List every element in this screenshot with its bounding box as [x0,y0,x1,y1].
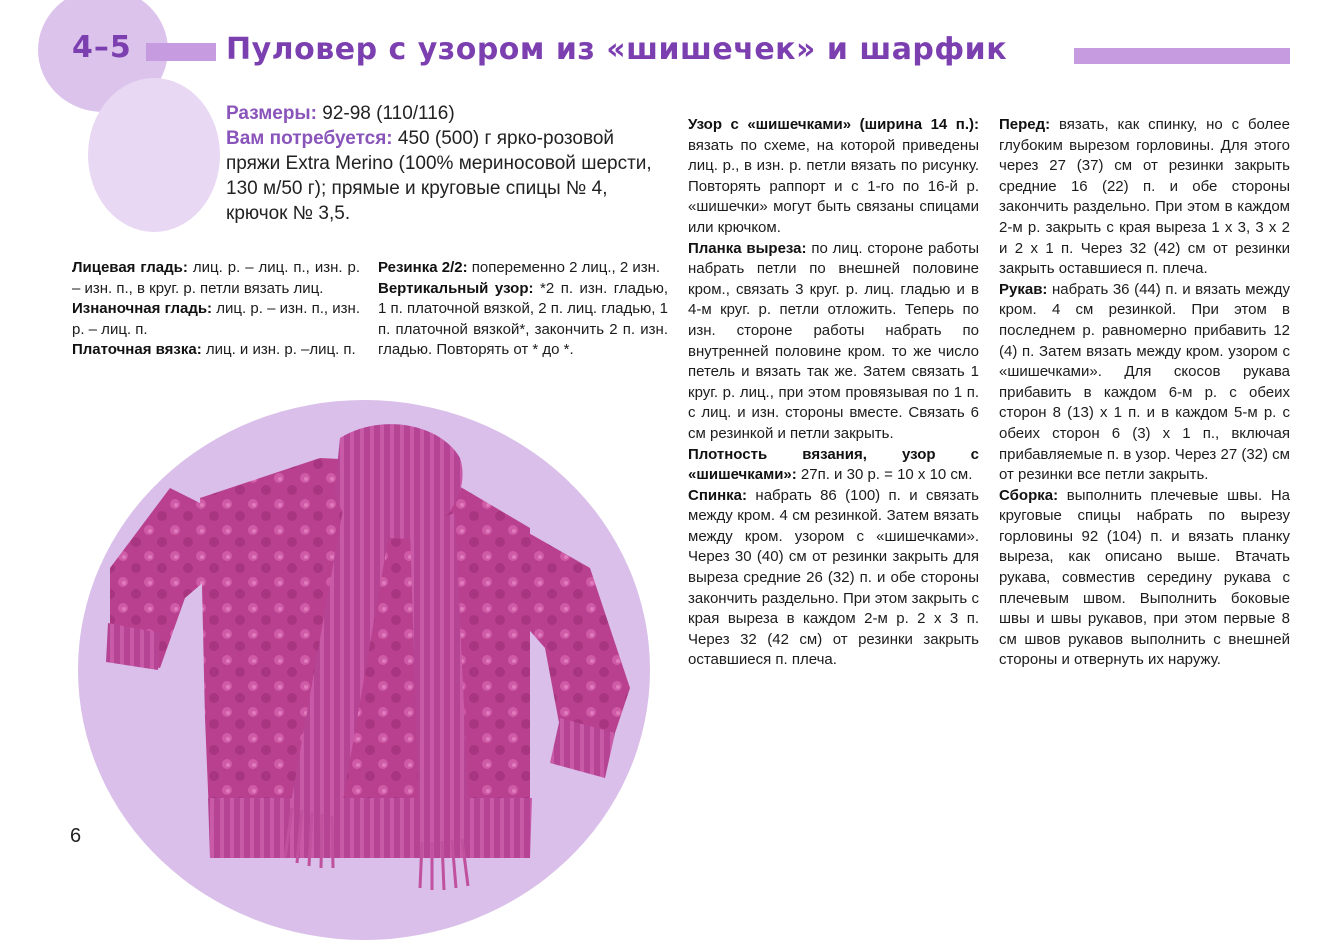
vertical-paragraph [378,279,668,361]
sleeve-text: набрать 36 (44) п. и вязать между кром. 4 см резинкой. При этом в последнем р. равномерно прибавить 12 (4) п. Затем вязать между кром. узором с «шишечками». Для скосов рукава прибавить в каждом 6-м р. с обеих сторон 8 (13) х 1 п. и в каждом 5-м р. с обеих сторон 6 (3) х 1 п., включая прибавляемые п. в узор. Через 27 (32) см от резинки все петли закрыть. [999,280,1290,484]
column-instructions-1 [688,115,979,671]
sweater-hem [208,798,532,858]
header-bar-right [1074,48,1290,64]
stockinette-label: Лицевая гладь: [72,259,188,276]
page-number: 6 [70,825,82,847]
rib-text: попеременно 2 лиц., 2 изн. [467,259,661,276]
stockinette-paragraph [72,258,360,299]
bobble-label: Узор с «шишечками» (ширина 14 п.): [688,116,979,133]
reverse-paragraph [72,299,360,340]
placket-text: по лиц. стороне работы набрать петли по внешней половине кром., связать 3 круг. р. лиц. гладью и в 4-м круг. р. петли отложить. Теперь по изн. стороне работы набрать по внутренней половине кром. то же число петель и вязать так же. Затем связать 1 круг. р. лиц., при этом провязывая по 1 п. с лиц. и изн. стороны вместе. Связать 6 см резинкой и петли закрыть. [688,239,979,442]
rib-label: Резинка 2/2: [378,259,468,276]
garter-paragraph [72,340,360,361]
gauge-label: Плотность вязания, узор с «шишечками»: [688,445,979,484]
gauge-paragraph [688,445,979,486]
bobble-paragraph [688,115,979,239]
assembly-text: выполнить плечевые швы. На круговые спицы набрать по вырезу горловины 92 (104) п. и вязать планку выреза, как описано выше. Втачать рукава, совместив середину рукава с плечевым швом. Выполнить боковые швы и швы рукавов, при этом первые 8 см швов рукавов выполнить с внешней стороны и отвернуть их наружу. [999,486,1290,669]
reverse-label: Изнаночная гладь: [72,300,213,318]
sleeve-label: Рукав: [999,280,1048,298]
header-bar-left [146,43,216,61]
front-paragraph [999,115,1290,280]
vertical-label: Вертикальный узор: [378,279,534,297]
sweater-photo [90,418,650,898]
column-stitches-1 [72,258,360,361]
garter-text: лиц. и изн. р. –лиц. п. [201,341,356,359]
sleeve-paragraph [999,280,1290,486]
back-text: набрать 86 (100) п. и связать между кром. 4 см резинкой. Затем вязать между кром. узором с «шишечками». Через 30 (40) см от резинки закрыть для выреза средние 26 (32) п. и обе стороны закончить раздельно. При этом закрыть с края выреза в каждом 2-м р. 2 х 3 п. Через 32 (42 см) от резинки закрыть оставшиеся п. плеча. [688,486,979,669]
back-paragraph [688,486,979,671]
sizes-value: 92-98 (110/116) [316,103,455,124]
materials-value: 450 (500) г ярко-розовой пряжи Extra Merino (100% мериносовой шерсти, 130 м/50 г); прямые и круговые спицы № 4, крючок № 3,5. [226,128,652,224]
placket-paragraph [688,239,979,445]
placket-label: Планка выреза: [688,239,807,257]
assembly-label: Сборка: [999,486,1059,504]
reverse-text: лиц. р. – изн. п., изн. р. – лиц. п. [72,300,360,338]
materials-label: Вам потребуется: [226,128,393,149]
bobble-text: вязать по схеме, на которой приведены лиц. р., в изн. р. петли вязать по рисунку. Повторять раппорт и с 1-го по 16-й р. «шишечки» могут быть связаны спицами или крючком. [688,136,979,236]
back-label: Спинка: [688,486,748,504]
gauge-text: 27п. и 30 р. = 10 х 10 см. [796,466,973,484]
intro-block [226,101,656,226]
decor-circle-intro [88,78,220,232]
garter-label: Платочная вязка: [72,341,202,359]
column-stitches-2 [378,258,668,361]
front-label: Перед: [999,116,1051,133]
sizes-label: Размеры: [226,103,317,124]
stockinette-text: лиц. р. – лиц. п., изн. р. – изн. п., в круг. р. петли вязать лиц. [72,259,361,297]
pattern-number: 4–5 [72,30,132,65]
vertical-text: *2 п. изн. гладью, 1 п. платочной вязкой, 2 п. лиц. гладью, 1 п. платочной вязкой*, закончить 2 п. изн. гладью. Повторять от * до *. [378,279,668,359]
front-text: вязать, как спинку, но с более глубоким вырезом горловины. Для этого через 27 (37) см от резинки закрыть средние 16 (22) п. и обе стороны закончить раздельно. При этом в каждом 2-м р. закрыть с края выреза 1 х 3, 3 х 2 и 2 х 1 п. Через 32 (42) см от резинки закрыть оставшиеся п. плеча. [999,116,1290,278]
page-title: Пуловер с узором из «шишечек» и шарфик [226,32,1008,67]
column-instructions-2 [999,115,1290,671]
rib-paragraph [378,258,668,279]
assembly-paragraph [999,486,1290,671]
